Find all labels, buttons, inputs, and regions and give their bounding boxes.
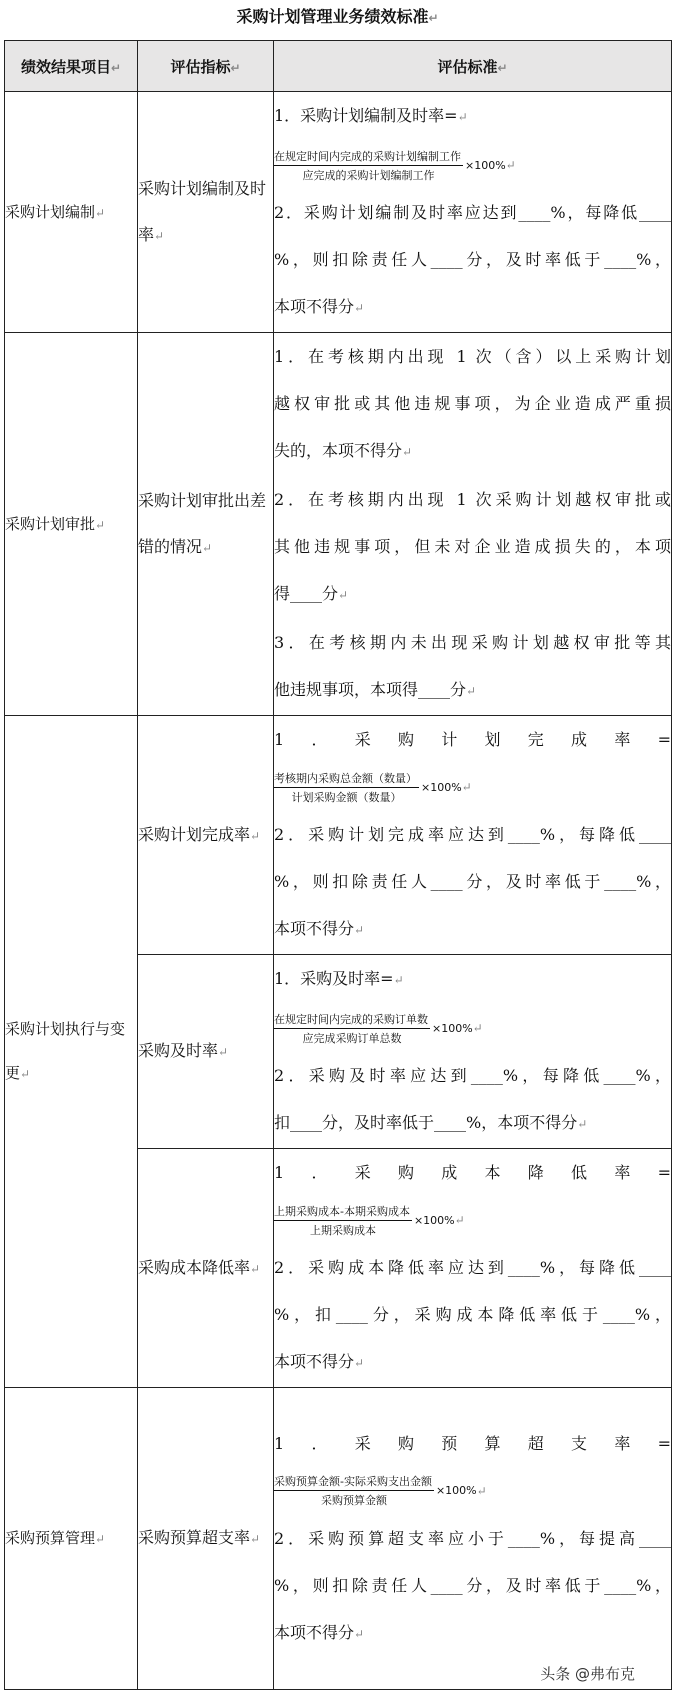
standard-cell: 1．采购及时率=↵ $\frac{\text{在规定时间内完成的采购订单数}}{\text{应完成采购订单总数}}$ ×100% ↵ 2．采购及时率应达到____%，每降低____%， 扣____分，及时率低于____%，本项不得分↵ xyxy=(274,955,672,1149)
table-row xyxy=(5,333,672,716)
formula: $\frac{\text{采购预算金额-实际采购支出金额}}{\text{采购预算金额}}$ ×100% ↵ xyxy=(274,1475,487,1507)
formula: $\frac{\text{在规定时间内完成的采购计划编制工作}}{\text{应完成的采购计划编制工作}}$ ×100% ↵ xyxy=(274,149,516,182)
paragraph-mark-icon: ↵ xyxy=(466,684,477,698)
paragraph-mark-icon: ↵ xyxy=(354,301,365,315)
paragraph-mark-icon: ↵ xyxy=(230,60,241,75)
paragraph-mark-icon: ↵ xyxy=(95,517,106,532)
paragraph-mark-icon: ↵ xyxy=(354,1626,365,1641)
paragraph-mark-icon: ↵ xyxy=(354,923,365,937)
formula-denominator: 上期采购成本 xyxy=(309,1223,376,1237)
indicator-cell: 采购成本降低率↵ xyxy=(138,1149,274,1388)
indicator-cell: 采购计划完成率↵ xyxy=(138,716,274,955)
paragraph-mark-icon: ↵ xyxy=(250,1532,261,1546)
header-project: 绩效结果项目↵ xyxy=(5,41,138,92)
formula-numerator: 考核期内采购总金额（数量） xyxy=(274,770,419,788)
formula-numerator: 在规定时间内完成的采购订单数 xyxy=(274,1011,430,1029)
standard-cell: 1．在考核期内出现 1 次（含）以上采购计划 越权审批或其他违规事项，为企业造成严重损 失的，本项不得分↵ 2．在考核期内出现 1 次采购计划越权审批或 其他违规事项，但未对企业造成损失的，本项 得____分↵ 3．在考核期内未出现采购计划越权审批等其 他违规事项，本项得____分↵ xyxy=(274,333,672,716)
paragraph-mark-icon: ↵ xyxy=(154,228,165,243)
paragraph-mark-icon: ↵ xyxy=(218,1045,229,1059)
formula-denominator: 采购预算金额 xyxy=(320,1494,387,1507)
page-title: 采购计划管理业务绩效标准↵ xyxy=(236,7,439,26)
standards-table xyxy=(4,40,672,1690)
paragraph-mark-icon: ↵ xyxy=(505,158,516,172)
formula: $\frac{\text{上期采购成本-本期采购成本}}{\text{上期采购成本}}$ ×100% ↵ xyxy=(274,1204,465,1237)
formula: $\frac{\text{考核期内采购总金额（数量）}}{\text{计划采购金额（数量）}}$ ×100% ↵ xyxy=(274,771,472,804)
paragraph-mark-icon: ↵ xyxy=(20,1067,31,1081)
paragraph-mark-icon: ↵ xyxy=(393,973,404,987)
header-indicator: 评估指标↵ xyxy=(138,41,274,92)
project-cell: 采购计划编制↵ xyxy=(5,92,138,333)
formula-numerator: 采购预算金额-实际采购支出金额 xyxy=(274,1473,434,1491)
indicator-cell: 采购预算超支率↵ xyxy=(138,1388,274,1690)
paragraph-mark-icon: ↵ xyxy=(457,110,468,124)
paragraph-mark-icon: ↵ xyxy=(577,1117,588,1131)
header-row xyxy=(5,41,672,92)
paragraph-mark-icon: ↵ xyxy=(454,1213,465,1227)
standard-cell: 1．采购成本降低率= $\frac{\text{上期采购成本-本期采购成本}}{\text{上期采购成本}}$ ×100% ↵ 2．采购成本降低率应达到____%，每降低____ %，扣____分，采购成本降低率低于____%， 本项不得分↵ xyxy=(274,1149,672,1388)
paragraph-mark-icon: ↵ xyxy=(110,60,122,75)
project-cell: 采购计划审批↵ xyxy=(5,333,138,716)
standard-cell: 1．采购预算超支率= $\frac{\text{采购预算金额-实际采购支出金额}}{\text{采购预算金额}}$ ×100% ↵ 2．采购预算超支率应小于____%，每提高____ %，则扣除责任人____分，及时率低于____%， 本项不得分↵ xyxy=(274,1388,672,1690)
paragraph-mark-icon: ↵ xyxy=(95,205,106,220)
standard-cell: 1．采购计划编制及时率=↵ $\frac{\text{在规定时间内完成的采购计划编制工作}}{\text{应完成的采购计划编制工作}}$ ×100% ↵ 2．采购计划编制及时率应达到____%，每降低____ %，则扣除责任人____分，及时率低于____%， 本项不得分↵ xyxy=(274,92,672,333)
indicator-cell: 采购计划审批出差错的情况↵ xyxy=(138,333,274,716)
formula-denominator: 应完成的采购计划编制工作 xyxy=(302,168,435,182)
paragraph-mark-icon: ↵ xyxy=(250,828,261,843)
paragraph-mark-icon: ↵ xyxy=(476,1483,487,1498)
paragraph-mark-icon: ↵ xyxy=(250,1261,261,1276)
paragraph-mark-icon: ↵ xyxy=(428,11,439,25)
indicator-cell: 采购及时率↵ xyxy=(138,955,274,1149)
project-cell: 采购预算管理↵ xyxy=(5,1388,138,1690)
formula-numerator: 上期采购成本-本期采购成本 xyxy=(274,1203,412,1221)
paragraph-mark-icon: ↵ xyxy=(472,1021,483,1035)
paragraph-mark-icon: ↵ xyxy=(202,540,213,555)
paragraph-mark-icon: ↵ xyxy=(402,445,413,459)
table-row xyxy=(5,1388,672,1690)
paragraph-mark-icon: ↵ xyxy=(497,60,508,75)
watermark: 头条 @弗布克 xyxy=(540,1665,635,1683)
indicator-cell: 采购计划编制及时率↵ xyxy=(138,92,274,333)
table-row xyxy=(5,92,672,333)
formula: $\frac{\text{在规定时间内完成的采购订单数}}{\text{应完成采购订单总数}}$ ×100% ↵ xyxy=(274,1012,483,1045)
paragraph-mark-icon: ↵ xyxy=(461,780,472,794)
project-cell: 采购计划执行与变更↵ xyxy=(5,716,138,1388)
paragraph-mark-icon: ↵ xyxy=(338,588,349,602)
header-standard: 评估标准↵ xyxy=(274,41,672,92)
formula-denominator: 计划采购金额（数量） xyxy=(291,790,402,804)
standard-cell: 1．采购计划完成率= $\frac{\text{考核期内采购总金额（数量）}}{\text{计划采购金额（数量）}}$ ×100% ↵ 2．采购计划完成率应达到____%，每降低____ %，则扣除责任人____分，及时率低于____%， 本项不得分↵ xyxy=(274,716,672,955)
table-row xyxy=(5,716,672,955)
formula-denominator: 应完成采购订单总数 xyxy=(302,1031,402,1045)
paragraph-mark-icon: ↵ xyxy=(354,1356,365,1370)
formula-numerator: 在规定时间内完成的采购计划编制工作 xyxy=(274,148,463,166)
paragraph-mark-icon: ↵ xyxy=(95,1532,106,1546)
